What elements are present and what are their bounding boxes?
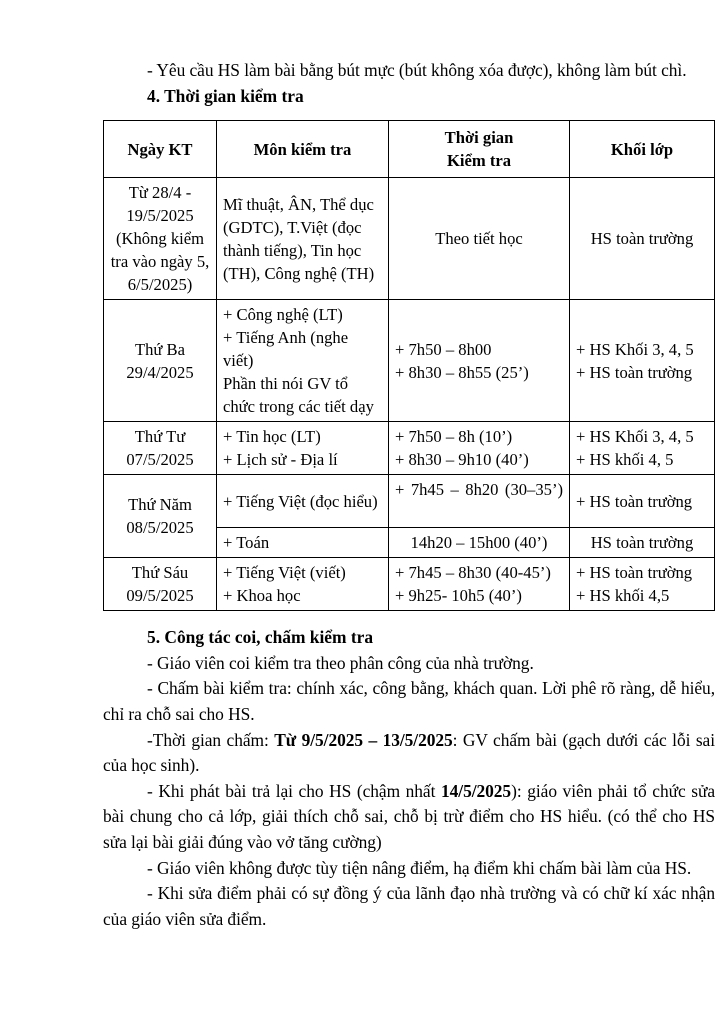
return-deadline-prefix: - Khi phát bài trả lại cho HS (chậm nhất [147,780,441,801]
table-row [104,558,715,611]
section-5-paragraph-2: - Chấm bài kiểm tra: chính xác, công bằng, khách quan. Lời phê rõ ràng, dễ hiểu, chỉ ra chỗ sai cho HS. [103,678,715,724]
cell-time: + 7h45 – 8h30 (40-45’) + 9h25- 10h5 (40’) [389,558,570,611]
cell-grade: + HS Khối 3, 4, 5 + HS toàn trường [570,300,715,422]
cell-grade: HS toàn trường [570,528,715,558]
cell-time: 14h20 – 15h00 (40’) [389,528,570,558]
return-deadline-date: 14/5/2025 [441,780,512,801]
table-row [104,300,715,422]
table-header-row [104,121,715,178]
table-row [104,422,715,475]
cell-time: Theo tiết học [389,178,570,300]
cell-subject: + Tiếng Việt (viết) + Khoa học [217,558,389,611]
section-5-paragraph-1: - Giáo viên coi kiểm tra theo phân công của nhà trường. [147,652,534,673]
header-thoi-gian-kiem-tra [389,121,570,178]
cell-subject: + Toán [217,528,389,558]
header-khoi-lop: Khối lớp [570,121,715,178]
cell-date: Từ 28/4 - 19/5/2025 (Không kiểm tra vào ngày 5, 6/5/2025) [104,178,217,300]
intro-paragraph: - Yêu cầu HS làm bài bằng bút mực (bút không xóa được), không làm bút chì. [147,60,687,80]
section-5-paragraph-3 [103,728,715,779]
cell-date: Thứ Năm 08/5/2025 [104,475,217,558]
grading-period-suffix: : GV chấm bài (gạch dưới các lỗi sai của học sinh). [103,729,716,776]
section-5-paragraph-6: - Khi sửa điểm phải có sự đồng ý của lãnh đạo nhà trường và có chữ kí xác nhận của giáo viên sửa điểm. [103,883,715,929]
exam-schedule-table [103,120,715,611]
grading-period-prefix: -Thời gian chấm: [147,729,275,750]
cell-time: + 7h50 – 8h00 + 8h30 – 8h55 (25’) [389,300,570,422]
section-5-paragraph-4 [103,779,715,856]
cell-date: Thứ Ba 29/4/2025 [104,300,217,422]
cell-date: Thứ Tư 07/5/2025 [104,422,217,475]
exam-schedule-table-wrapper [103,120,715,611]
section-5-heading: 5. Công tác coi, chấm kiểm tra [147,627,374,648]
header-thoi-gian-line2: Kiểm tra [446,151,512,171]
cell-subject: + Tiếng Việt (đọc hiểu) [217,475,389,528]
cell-grade: HS toàn trường [570,178,715,300]
header-mon-kiem-tra: Môn kiểm tra [217,121,389,178]
table-row [104,178,715,300]
header-ngay-kt: Ngày KT [104,121,217,178]
cell-subject: + Công nghệ (LT) + Tiếng Anh (nghe viết) Phần thi nói GV tổ chức trong các tiết dạy [217,300,389,422]
cell-grade: + HS Khối 3, 4, 5 + HS khối 4, 5 [570,422,715,475]
return-deadline-suffix: ): giáo viên phải tổ chức sửa bài chung cho cả lớp, giải thích chỗ sai, chỗ bị trừ điểm cho HS hiểu. (có thể cho HS sửa lại bài giải đúng vào vở tăng cường) [103,780,715,852]
cell-time: + 7h45 – 8h20 (30–35’) [389,475,570,528]
cell-time: + 7h50 – 8h (10’) + 8h30 – 9h10 (40’) [389,422,570,475]
cell-date: Thứ Sáu 09/5/2025 [104,558,217,611]
section-5-paragraph-5: - Giáo viên không được tùy tiện nâng điểm, hạ điểm khi chấm bài làm của HS. [147,857,692,878]
header-thoi-gian-line1: Thời gian [444,128,514,148]
document-body [103,58,715,932]
table-row [104,475,715,528]
cell-subject: Mĩ thuật, ÂN, Thể dục (GDTC), T.Việt (đọc thành tiếng), Tin học (TH), Công nghệ (TH) [217,178,389,300]
cell-grade: + HS toàn trường [570,475,715,528]
section-4-heading: 4. Thời gian kiểm tra [147,85,304,106]
cell-subject: + Tin học (LT) + Lịch sử - Địa lí [217,422,389,475]
grading-period-dates: Từ 9/5/2025 – 13/5/2025 [274,729,453,750]
cell-grade: + HS toàn trường + HS khối 4,5 [570,558,715,611]
